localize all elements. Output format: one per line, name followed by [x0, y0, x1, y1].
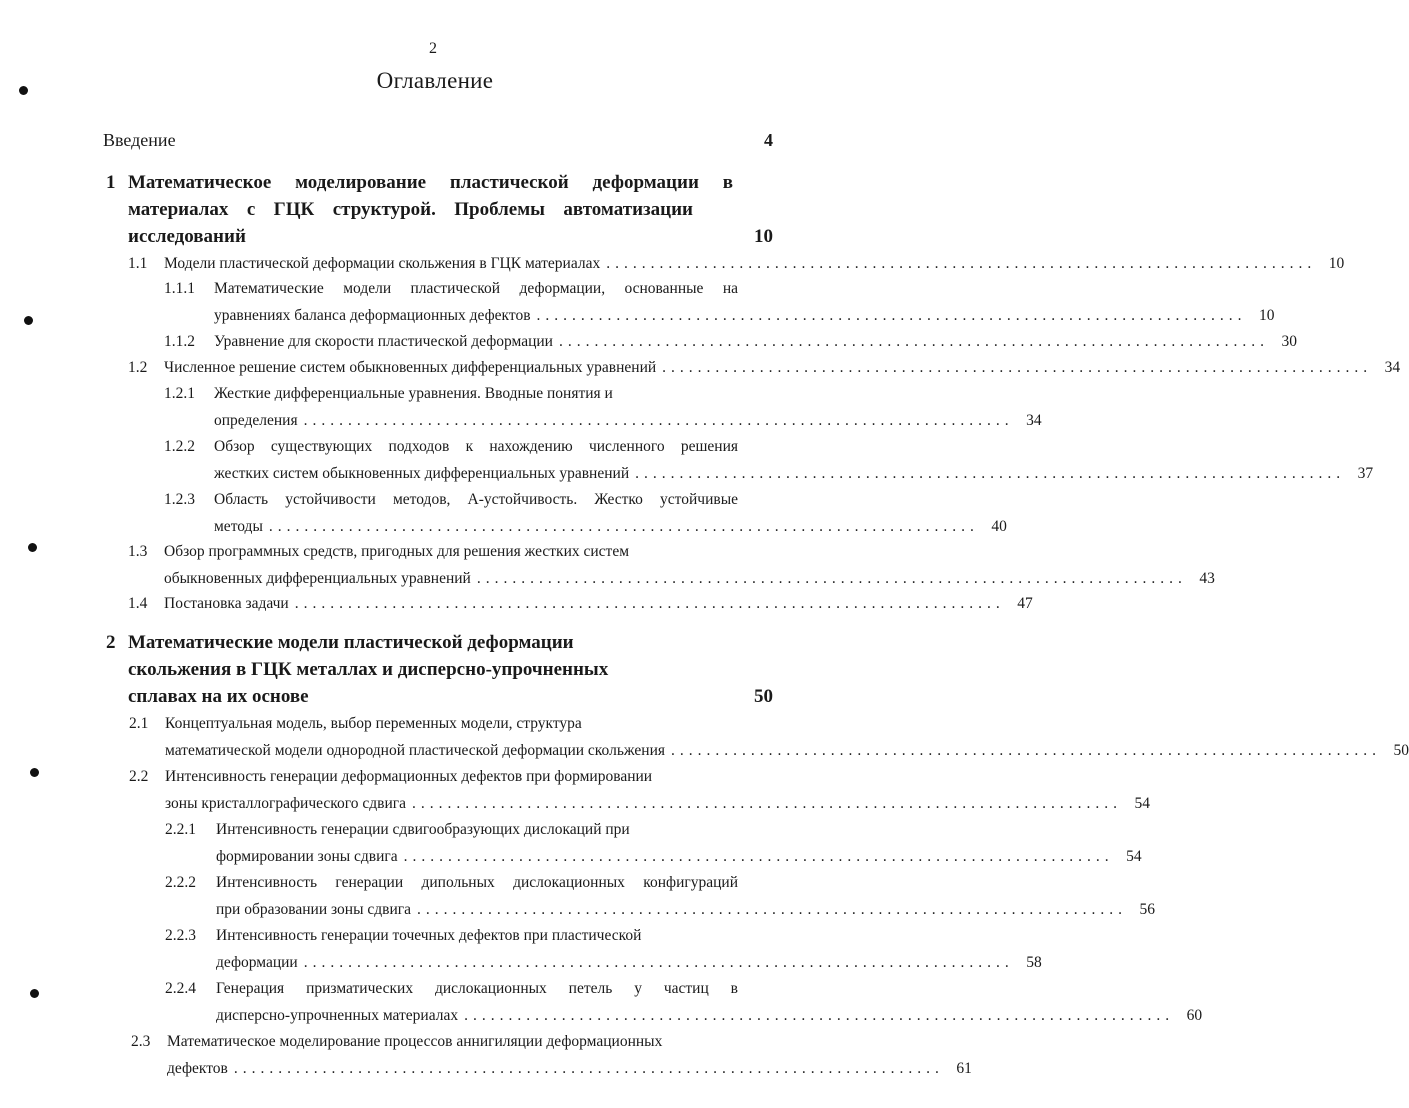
- section-title-line: определения: [214, 412, 298, 429]
- toc-chapter-1[interactable]: [106, 169, 773, 250]
- toc-section-2-1[interactable]: 2.1 Концептуальная модель, выбор переменных модели, структура математической модели однородной пластической деформации скольжения ................................................................................ 50: [129, 710, 773, 764]
- toc-section-2-3[interactable]: 2.3 Математическое моделирование процессов аннигиляции деформационных дефектов ................................................................................ 61: [131, 1028, 773, 1082]
- chapter-title-line: исследований: [128, 226, 246, 247]
- section-page: 56: [1139, 901, 1155, 918]
- chapter-title-line: Математические модели пластической деформации: [128, 632, 574, 653]
- chapter-number: 1: [106, 172, 116, 193]
- section-number: 1.1.2: [164, 333, 195, 350]
- section-title-line: при образовании зоны сдвига: [216, 901, 411, 918]
- section-number: 1.1: [128, 255, 148, 272]
- section-number: 2.2.3: [165, 927, 196, 944]
- margin-dot: [28, 543, 37, 552]
- section-number: 2.2.1: [165, 821, 196, 838]
- page-number: 2: [429, 40, 437, 57]
- margin-dot: [24, 316, 33, 325]
- section-title-line: Жесткие дифференциальные уравнения. Вводные понятия и: [214, 385, 613, 402]
- section-page: 43: [1199, 570, 1215, 587]
- chapter-page: 10: [754, 226, 773, 247]
- toc-subsection-1-2-2[interactable]: 1.2.2 Обзор существующих подходов к нахождению численного решения жестких систем обыкновенных дифференциальных уравнений ................................................................................ 37: [164, 433, 773, 487]
- chapter-title-line: Математическое моделирование пластической деформации в: [128, 172, 733, 193]
- toc-intro-page: 4: [764, 130, 773, 150]
- section-page: 37: [1357, 465, 1374, 482]
- toc-subsection-2-2-2[interactable]: 2.2.2 Интенсивность генерации дипольных дислокационных конфигураций при образовании зоны сдвига ................................................................................ 56: [165, 869, 773, 923]
- section-title-line: математической модели однородной пластической деформации скольжения: [165, 742, 666, 759]
- section-page: 30: [1281, 333, 1297, 350]
- section-title-line: Интенсивность генерации дипольных дислокационных конфигураций: [216, 874, 738, 891]
- section-page: 61: [956, 1060, 972, 1077]
- section-title-line: уравнениях баланса деформационных дефектов: [214, 307, 531, 324]
- toc-section-1-1[interactable]: 1.1 Модели пластической деформации скольжения в ГЦК материалах ................................................................................ 10: [128, 250, 773, 277]
- toc-intro[interactable]: [103, 127, 773, 154]
- toc-subsection-1-1-1[interactable]: 1.1.1 Математические модели пластической деформации, основанные на уравнениях баланса деформационных дефектов ................................................................................ 10: [164, 275, 773, 329]
- section-number: 2.3: [131, 1033, 151, 1050]
- section-page: 54: [1134, 795, 1150, 812]
- section-title: Постановка задачи: [164, 595, 289, 612]
- section-title-line: Математические модели пластической деформации, основанные на: [214, 280, 738, 297]
- toc-section-1-2[interactable]: 1.2 Численное решение систем обыкновенных дифференциальных уравнений ................................................................................ 34: [128, 354, 773, 381]
- section-title-line: жестких систем обыкновенных дифференциальных уравнений: [214, 465, 630, 482]
- section-number: 1.1.1: [164, 280, 195, 297]
- section-title: Численное решение систем обыкновенных дифференциальных уравнений: [164, 359, 657, 376]
- toc-section-2-2[interactable]: 2.2 Интенсивность генерации деформационных дефектов при формировании зоны кристаллографического сдвига ................................................................................ 54: [129, 763, 773, 817]
- section-number: 2.1: [129, 715, 149, 732]
- margin-dot: [30, 989, 39, 998]
- section-title-line: формировании зоны сдвига: [216, 848, 398, 865]
- section-title-line: Обзор существующих подходов к нахождению численного решения: [214, 438, 738, 455]
- toc-subsection-1-2-1[interactable]: 1.2.1 Жесткие дифференциальные уравнения. Вводные понятия и определения ................................................................................ 34: [164, 380, 773, 434]
- chapter-title-line: скольжения в ГЦК металлах и дисперсно-упрочненных: [128, 659, 609, 680]
- toc-subsection-1-2-3[interactable]: 1.2.3 Область устойчивости методов, А-устойчивость. Жестко устойчивые методы ................................................................................ 40: [164, 486, 773, 540]
- section-number: 2.2: [129, 768, 149, 785]
- section-title-line: Генерация призматических дислокационных петель у частиц в: [216, 980, 738, 997]
- section-number: 1.4: [128, 595, 148, 612]
- section-title-line: Концептуальная модель, выбор переменных модели, структура: [165, 715, 582, 732]
- section-number: 2.2.2: [165, 874, 196, 891]
- section-page: 34: [1384, 359, 1401, 376]
- section-number: 2.2.4: [165, 980, 196, 997]
- margin-dot: [30, 768, 39, 777]
- section-page: 50: [1393, 742, 1409, 759]
- section-number: 1.2.2: [164, 438, 195, 455]
- section-page: 47: [1017, 595, 1033, 612]
- toc-section-1-3[interactable]: 1.3 Обзор программных средств, пригодных для решения жестких систем обыкновенных дифференциальных уравнений ................................................................................ 43: [128, 538, 773, 592]
- section-title: Уравнение для скорости пластической деформации: [214, 333, 553, 350]
- toc-subsection-2-2-4[interactable]: 2.2.4 Генерация призматических дислокационных петель у частиц в дисперсно-упрочненных материалах ................................................................................ 60: [165, 975, 773, 1029]
- section-title-line: обыкновенных дифференциальных уравнений: [164, 570, 471, 587]
- section-title-line: деформации: [216, 954, 298, 971]
- section-title-line: дисперсно-упрочненных материалах: [216, 1007, 459, 1024]
- chapter-title-line: материалах с ГЦК структурой. Проблемы автоматизации: [128, 199, 693, 220]
- section-title-line: методы: [214, 518, 263, 535]
- section-page: 10: [1259, 307, 1275, 324]
- section-page: 54: [1126, 848, 1142, 865]
- section-page: 60: [1186, 1007, 1203, 1024]
- chapter-number: 2: [106, 632, 116, 653]
- section-page: 34: [1026, 412, 1042, 429]
- section-title-line: Область устойчивости методов, А-устойчивость. Жестко устойчивые: [214, 491, 738, 508]
- toc-section-1-4[interactable]: 1.4 Постановка задачи ................................................................................ 47: [128, 590, 773, 617]
- toc-intro-label: Введение: [103, 130, 176, 150]
- section-title-line: Интенсивность генерации сдвигообразующих дислокаций при: [216, 821, 630, 838]
- toc-subsection-1-1-2[interactable]: 1.1.2 Уравнение для скорости пластической деформации ................................................................................ 30: [164, 328, 773, 355]
- section-page: 10: [1328, 255, 1345, 272]
- toc-subsection-2-2-3[interactable]: 2.2.3 Интенсивность генерации точечных дефектов при пластической деформации ................................................................................ 58: [165, 922, 773, 976]
- section-title-line: Обзор программных средств, пригодных для решения жестких систем: [164, 543, 630, 560]
- section-page: 40: [991, 518, 1007, 535]
- section-title: Модели пластической деформации скольжения в ГЦК материалах: [164, 255, 601, 272]
- section-page: 58: [1026, 954, 1042, 971]
- toc-subsection-2-2-1[interactable]: 2.2.1 Интенсивность генерации сдвигообразующих дислокаций при формировании зоны сдвига ................................................................................ 54: [165, 816, 773, 870]
- chapter-title-line: сплавах на их основе: [128, 686, 309, 707]
- section-title-line: зоны кристаллографического сдвига: [165, 795, 406, 812]
- page-title: Оглавление: [376, 68, 494, 93]
- toc-chapter-2[interactable]: [106, 629, 773, 710]
- section-number: 1.3: [128, 543, 148, 560]
- section-number: 1.2.3: [164, 491, 195, 508]
- section-number: 1.2.1: [164, 385, 195, 402]
- section-title-line: Интенсивность генерации точечных дефектов при пластической: [216, 927, 642, 944]
- section-title-line: Интенсивность генерации деформационных дефектов при формировании: [165, 768, 653, 785]
- section-title-line: дефектов: [167, 1060, 228, 1077]
- section-title-line: Математическое моделирование процессов аннигиляции деформационных: [167, 1033, 663, 1050]
- chapter-page: 50: [754, 686, 773, 707]
- section-number: 1.2: [128, 359, 148, 376]
